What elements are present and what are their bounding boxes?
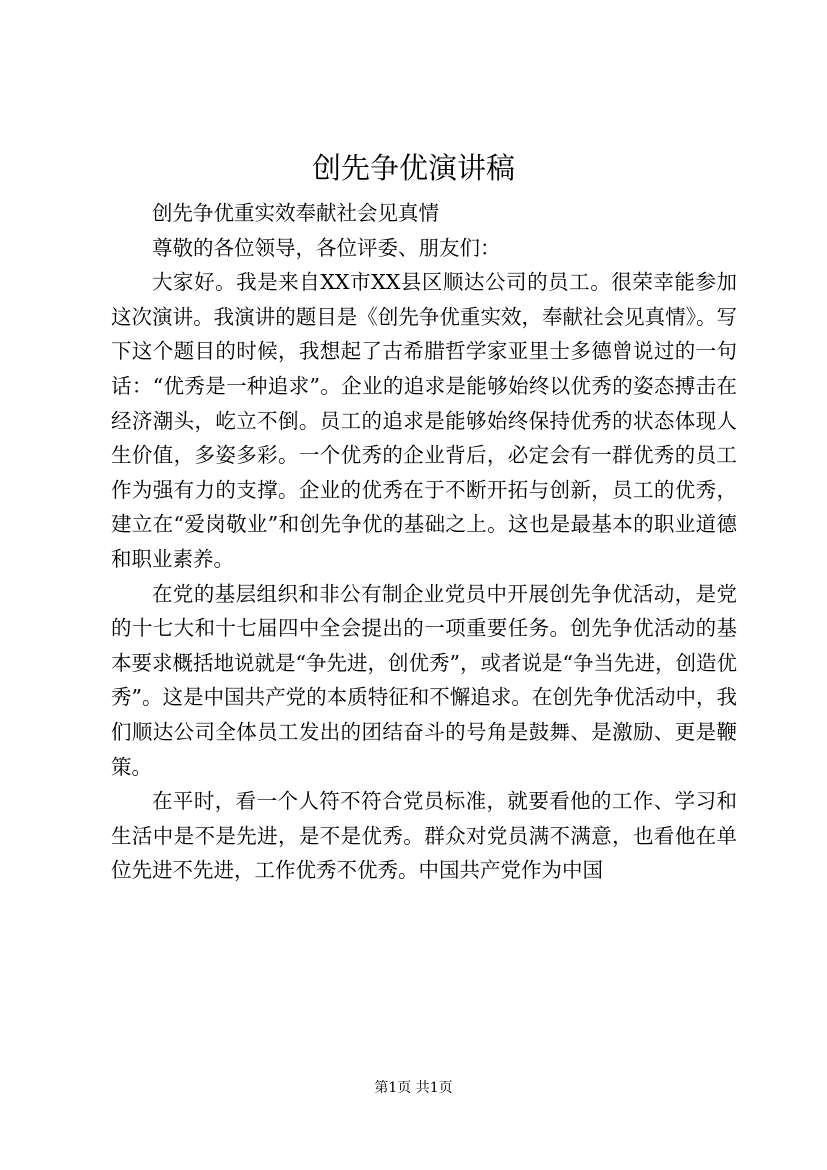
subtitle-paragraph: 创先争优重实效奉献社会见真情 [152,201,439,225]
body-paragraph-1: 大家好。我是来自XX市XX县区顺达公司的员工。很荣幸能参加这次演讲。我演讲的题目是《创先争优重实效，奉献社会见真情》。写下这个题目的时候，我想起了古希腊哲学家亚里士多德曾说过的一句话：“优秀是一种追求”。企业的追求是能够始终以优秀的姿态搏击在经济潮头，屹立不倒。员工的追求是能够始终保持优秀的状态体现人生价值，多姿多彩。一个优秀的企业背后，必定会有一群优秀的员工作为强有力的支撑。企业的优秀在于不断开拓与创新，员工的优秀，建立在“爱岗敬业”和创先争优的基础之上。这也是最基本的职业道德和职业素养。 [111,270,737,571]
salutation-paragraph: 尊敬的各位领导，各位评委、朋友们： [152,235,501,260]
page-number-footer: 第1页 共1页 [374,1080,453,1096]
document-title: 创先争优演讲稿 [311,151,515,185]
body-paragraph-3: 在平时，看一个人符不符合党员标准，就要看他的工作、学习和生活中是不是先进，是不是优秀。群众对党员满不满意，也看他在单位先进不先进，工作优秀不优秀。中国共产党作为中国 [111,789,737,883]
document-body [111,196,737,888]
body-paragraph-2: 在党的基层组织和非公有制企业党员中开展创先争优活动，是党的十七大和十七届四中全会提出的一项重要任务。创先争优活动的基本要求概括地说就是“争先进，创优秀”，或者说是“争当先进，创造优秀”。这是中国共产党的本质特征和不懈追求。在创先争优活动中，我们顺达公司全体员工发出的团结奋斗的号角是鼓舞、是激励、更是鞭策。 [111,581,737,779]
